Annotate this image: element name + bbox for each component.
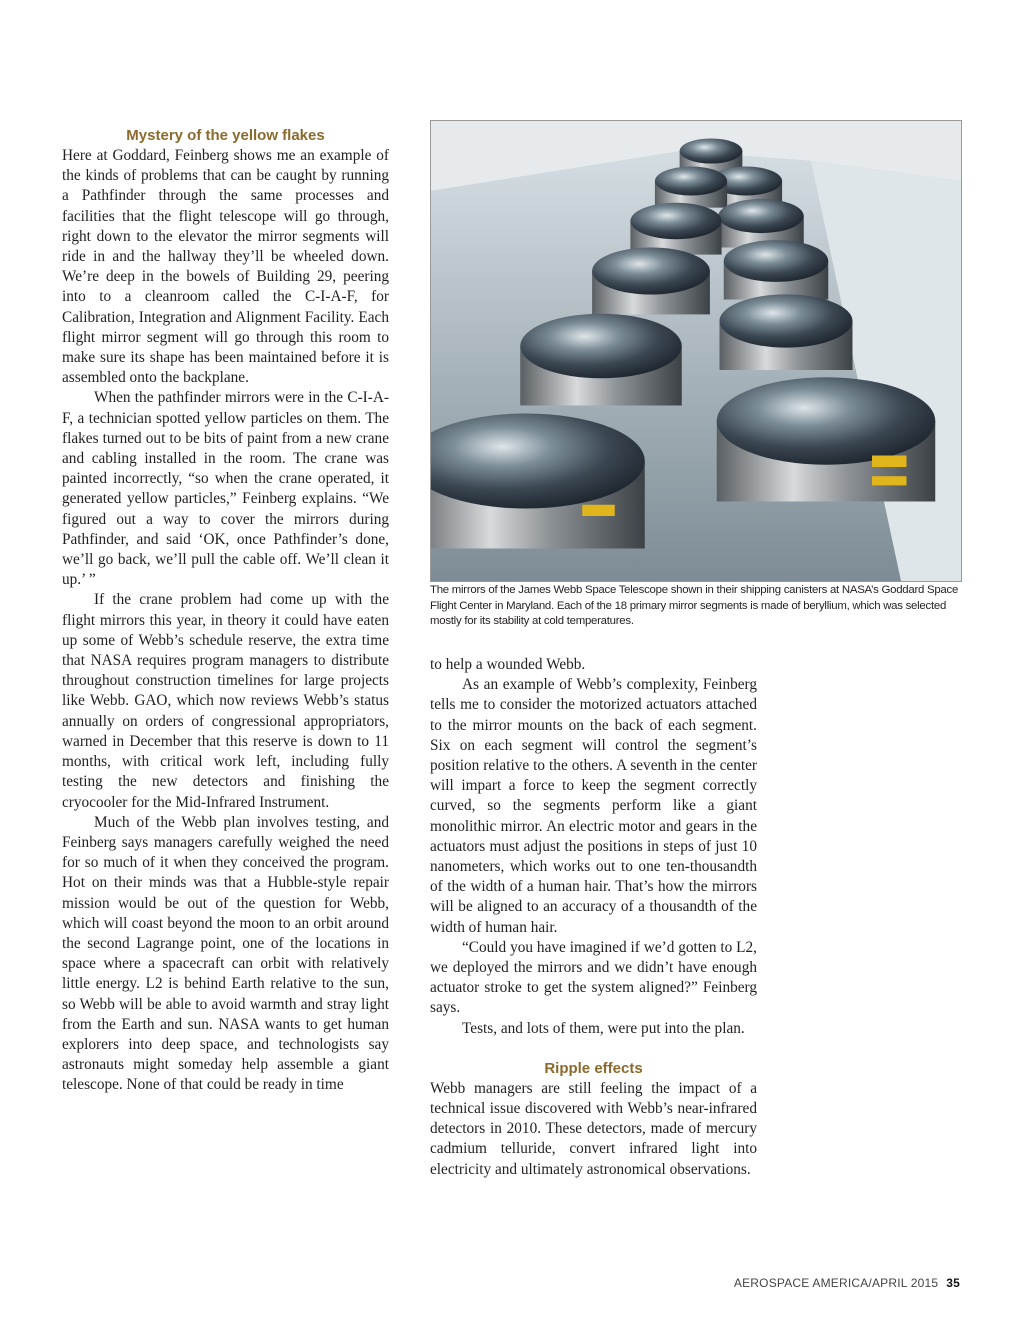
paragraph: When the pathfinder mirrors were in the C-I-A-F, a technician spotted yellow particles on them. The flakes turned out to be bits of paint from a new crane and cabling installed in the room. The crane was painted incorrectly, “so when the crane operated, it generated yellow particles,” Feinberg explains. “We figured out a way to cover the mirrors during Pathfinder, and said ‘OK, once Pathfinder’s done, we’ll go back, we’ll pull the cable off. We’ll clean it up.’ ” [62, 389, 389, 589]
left-column [62, 126, 389, 1096]
page-footer [734, 1276, 960, 1290]
photo-illustration [431, 121, 961, 581]
section-heading: Ripple effects [544, 1059, 643, 1077]
paragraph: Here at Goddard, Feinberg shows me an example of the kinds of problems that can be caught by running a Pathfinder through the same processes and facilities that the flight telescope will go through, right down to the elevator the mirror segments will ride in and the hallway they’ll be wheeled down. We’re deep in the bowels of Building 29, peering into to a cleanroom called the C-I-A-F, for Calibration, Integration and Alignment Facility. Each flight mirror segment will go through this room to make sure its shape has been maintained before it is assembled onto the backplane. [62, 147, 389, 387]
paragraph: If the crane problem had come up with the flight mirrors this year, in theory it could have eaten up some of Webb’s schedule reserve, the extra time that NASA requires program managers to distribute throughout construction timelines for large projects like Webb. GAO, which now reviews Webb’s status annually on orders of congressional appropriators, warned in December that this reserve is down to 11 months, with critical work left, including fully testing the new detectors and finishing the cryocooler for the Mid-Infrared Instrument. [62, 591, 389, 811]
section-heading: Mystery of the yellow flakes [126, 127, 325, 144]
paragraph: to help a wounded Webb. [430, 656, 586, 673]
mirror-canisters-photo [430, 120, 962, 582]
paragraph: Webb managers are still feeling the impact of a technical issue discovered with Webb’s near-infrared detectors in 2010. These detectors, made of mercury cadmium telluride, convert infrared light into electricity and ultimately astronomical observations. [430, 1079, 757, 1178]
right-column [430, 655, 757, 1180]
page-number: 35 [946, 1276, 960, 1290]
publication-name: AEROSPACE AMERICA/APRIL 2015 [733, 1276, 939, 1290]
paragraph: Much of the Webb plan involves testing, and Feinberg says managers carefully weighed the need for so much of it when they conceived the program. Hot on their minds was that a Hubble-style repair mission would be out of the question for Webb, which will coast beyond the moon to an orbit around the second Lagrange point, one of the locations in space where a spacecraft can orbit with relatively little energy. L2 is behind Earth relative to the sun, so Webb will be able to avoid warmth and stray light from the Earth and sun. NASA wants to get human explorers into deep space, and technologists say astronauts might someday help assemble a giant telescope. None of that could be ready in time [62, 813, 389, 1094]
paragraph: “Could you have imagined if we’d gotten to L2, we deployed the mirrors and we didn’t have enough actuator stroke to get the system aligned?” Feinberg says. [430, 938, 757, 1017]
spacer [430, 1039, 757, 1059]
photo-caption: The mirrors of the James Webb Space Telescope shown in their shipping canisters at NASA’s Goddard Space Flight Center in Maryland. Each of the 18 primary mirror segments is made of beryllium, which was selected mostly for its stability at cold temperatures. [430, 584, 959, 627]
paragraph: Tests, and lots of them, were put into the plan. [462, 1019, 745, 1037]
paragraph: As an example of Webb’s complexity, Feinberg tells me to consider the motorized actuators attached to the mirror mounts on the back of each segment. Six on each segment will control the segment’s position relative to the others. A seventh in the center will impart a force to keep the segment correctly curved, so the segments perform like a giant monolithic mirror. An electric motor and gears in the actuators must adjust the positions in steps of just 10 nanometers, which works out to one ten-thousandth of the width of a human hair. That’s how the mirrors will be aligned to an accuracy of a thousandth of the width of human hair. [430, 676, 757, 936]
